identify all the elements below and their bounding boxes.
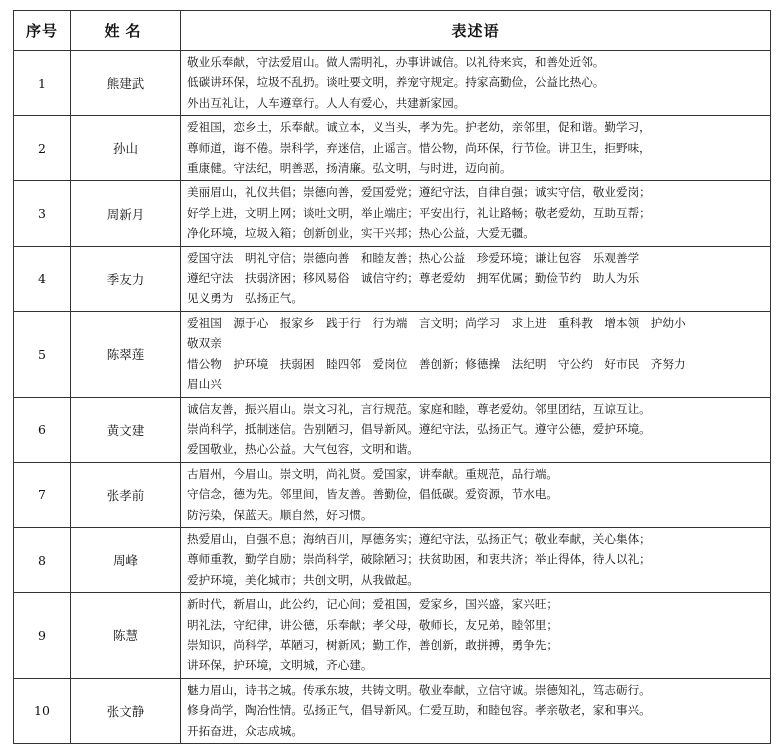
table-row [14, 311, 771, 397]
description-line: 爱祖国，恋乡土，乐奉献。诚立本，义当头，孝为先。护老幼，亲邻里，促和谐。勤学习， [187, 120, 651, 135]
row-index: 10 [14, 678, 71, 743]
table-row [14, 397, 771, 462]
row-index: 1 [14, 51, 71, 116]
row-description [181, 678, 771, 743]
table-row [14, 181, 771, 246]
table-row [14, 593, 771, 679]
row-name: 熊建武 [71, 51, 181, 116]
description-line: 敬业乐奉献，守法爱眉山。做人需明礼，办事讲诚信。以礼待来宾，和善处近邻。 [187, 55, 605, 69]
description-line: 守信念，德为先。邻里间，皆友善。善勤俭，倡低碳。爱资源，节水电。 [187, 487, 559, 502]
description-line: 讲环保，护环境，文明城，齐心建。 [187, 658, 373, 673]
row-description [181, 311, 771, 397]
row-index: 8 [14, 527, 71, 592]
header-description: 表述语 [181, 11, 771, 51]
row-index: 6 [14, 397, 71, 462]
description-line: 热爱眉山，自强不息；海纳百川，厚德务实；遵纪守法，弘扬正气；敬业奉献，关心集体； [187, 531, 651, 546]
description-line: 眉山兴 [187, 377, 222, 392]
description-line: 净化环境，垃圾入箱；创新创业，实干兴邦；热心公益，大爱无疆。 [187, 226, 535, 241]
description-line: 古眉州，今眉山。崇文明，尚礼贤。爱国家，讲奉献。重规范，品行端。 [187, 466, 559, 481]
row-name: 季友力 [71, 246, 181, 311]
description-line: 敬双亲 [187, 336, 222, 351]
description-line: 崇尚科学，抵制迷信。告别陋习，倡导新风。遵纪守法，弘扬正气。遵守公德，爱护环境。 [187, 421, 651, 436]
description-line: 爱祖国 源于心 报家乡 践于行 行为端 言文明；尚学习 求上进 重科教 增本领 护幼小 [187, 315, 686, 330]
description-line: 重康健。守法纪，明善恶，扬清廉。弘文明，与时进，迈向前。 [187, 161, 512, 176]
row-description [181, 593, 771, 679]
row-index: 2 [14, 116, 71, 181]
pledge-table-container [13, 10, 770, 744]
description-line: 明礼法，守纪律，讲公德，乐奉献；孝父母，敬师长，友兄弟，睦邻里； [187, 617, 559, 632]
description-line: 尊师道，诲不倦。崇科学，弃迷信，止谣言。惜公物，尚环保，行节俭。讲卫生，拒野味， [187, 140, 651, 155]
row-index: 7 [14, 462, 71, 527]
row-index: 9 [14, 593, 71, 679]
row-name: 周峰 [71, 527, 181, 592]
description-line: 好学上进，文明上网；谈吐文明，举止端庄；平安出行，礼让路畅；敬老爱幼，互助互帮； [187, 205, 651, 220]
description-line: 遵纪守法 扶弱济困；移风易俗 诚信守约；尊老爱幼 拥军优属；勤俭节约 助人为乐 [187, 271, 640, 286]
pledge-table [13, 10, 771, 744]
row-description [181, 397, 771, 462]
header-name: 姓名 [71, 11, 181, 51]
table-row [14, 527, 771, 592]
description-line: 外出互礼让，人车遵章行。人人有爱心，共建新家园。 [187, 95, 466, 110]
row-name: 孙山 [71, 116, 181, 181]
table-row [14, 116, 771, 181]
description-line: 爱护环境，美化城市；共创文明，从我做起。 [187, 572, 419, 587]
row-description [181, 246, 771, 311]
description-line: 修身尚学，陶冶性情。弘扬正气，倡导新风。仁爱互助，和睦包容。孝亲敬老，家和事兴。 [187, 703, 651, 718]
description-line: 开拓奋进，众志成城。 [187, 723, 303, 738]
description-line: 魅力眉山，诗书之城。传承东坡，共铸文明。敬业奉献，立信守诚。崇德知礼，笃志砺行。 [187, 682, 651, 697]
row-index: 4 [14, 246, 71, 311]
table-row [14, 246, 771, 311]
row-description [181, 527, 771, 592]
row-description [181, 181, 771, 246]
row-index: 5 [14, 311, 71, 397]
table-header-row [14, 11, 771, 51]
description-line: 崇知识，尚科学，革陋习，树新风；勤工作，善创新，敢拼搏，勇争先； [187, 637, 559, 652]
row-name: 周新月 [71, 181, 181, 246]
row-description [181, 462, 771, 527]
description-line: 尊师重教，勤学自励；崇尚科学，破除陋习；扶贫助困，和衷共济；举止得体，待人以礼； [187, 552, 651, 567]
description-line: 爱国敬业，热心公益。大气包容，文明和谐。 [187, 442, 419, 457]
description-line: 低碳讲环保，垃圾不乱扔。谈吐要文明，养宠守规定。持家高勤俭，公益比热心。 [187, 75, 605, 90]
row-name: 张文静 [71, 678, 181, 743]
row-description [181, 116, 771, 181]
row-name: 陈翠莲 [71, 311, 181, 397]
table-row [14, 51, 771, 116]
row-name: 陈慧 [71, 593, 181, 679]
row-description [181, 51, 771, 116]
description-line: 防污染，保蓝天。顺自然，好习惯。 [187, 507, 373, 522]
table-row [14, 678, 771, 743]
description-line: 惜公物 护环境 扶弱困 睦四邻 爱岗位 善创新；修德操 法纪明 守公约 好市民 齐努力 [187, 356, 686, 371]
description-line: 爱国守法 明礼守信；崇德向善 和睦友善；热心公益 珍爱环境；谦让包容 乐观善学 [187, 250, 640, 265]
description-line: 见义勇为 弘扬正气。 [187, 291, 303, 306]
description-line: 美丽眉山，礼仪共倡；崇德向善，爱国爱党；遵纪守法，自律自强；诚实守信，敬业爱岗； [187, 185, 651, 200]
description-line: 诚信友善，振兴眉山。崇文习礼，言行规范。家庭和睦，尊老爱幼。邻里团结，互谅互让。 [187, 401, 651, 416]
description-line: 新时代，新眉山，此公约，记心间；爱祖国，爱家乡，国兴盛，家兴旺； [187, 597, 559, 612]
table-body [14, 51, 771, 744]
row-name: 黄文建 [71, 397, 181, 462]
row-index: 3 [14, 181, 71, 246]
header-index: 序号 [14, 11, 71, 51]
row-name: 张孝前 [71, 462, 181, 527]
table-row [14, 462, 771, 527]
